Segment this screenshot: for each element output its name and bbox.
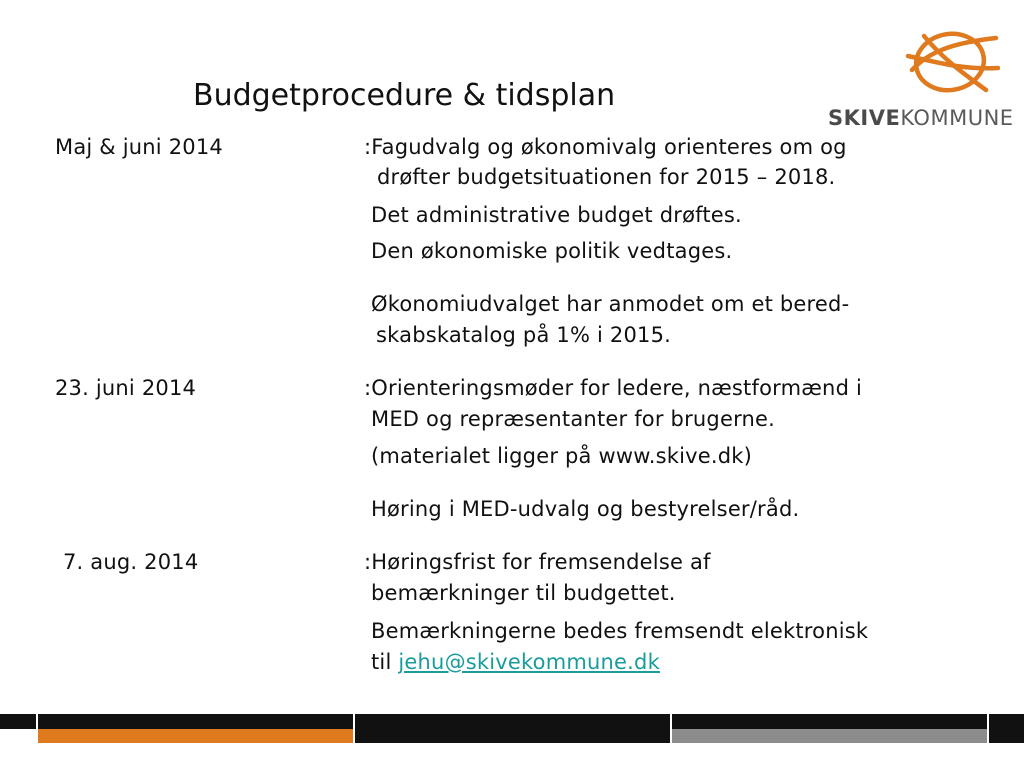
footer-divider xyxy=(36,714,38,743)
footer-segment-gray xyxy=(672,729,989,743)
footer-divider xyxy=(353,714,355,743)
logo-text-kommune: KOMMUNE xyxy=(900,106,1014,130)
section-text-line: bemærkninger til budgettet. xyxy=(371,581,676,605)
section-date: 23. juni 2014 xyxy=(55,376,197,400)
section-text-line: Bemærkningerne bedes fremsendt elektronisk xyxy=(371,619,869,643)
section-text-line: :Orienteringsmøder for ledere, næstformænd i xyxy=(364,376,863,400)
email-prefix: til xyxy=(371,650,399,674)
footer-divider xyxy=(987,714,989,743)
logo-text-skive: SKIVE xyxy=(828,106,901,130)
logo-text xyxy=(828,106,1014,130)
section-text-line: Økonomiudvalget har anmodet om et bered- xyxy=(371,292,850,316)
orange-circle-swirl-icon xyxy=(902,28,1000,100)
footer-divider xyxy=(670,714,672,743)
skive-kommune-logo xyxy=(828,28,1014,132)
section-text-line: skabskatalog på 1% i 2015. xyxy=(376,323,672,347)
email-link[interactable]: jehu@skivekommune.dk xyxy=(398,650,660,674)
section-date: Maj & juni 2014 xyxy=(55,135,223,159)
slide-title: Budgetprocedure & tidsplan xyxy=(193,78,616,113)
footer-segment-orange xyxy=(38,729,355,743)
section-text-line xyxy=(371,647,660,677)
section-text-line: Den økonomiske politik vedtages. xyxy=(371,239,733,263)
section-text-line: (materialet ligger på www.skive.dk) xyxy=(371,444,753,468)
section-text-line: Det administrative budget drøftes. xyxy=(371,203,742,227)
footer-segment-end xyxy=(989,729,1024,743)
footer-top-stripe xyxy=(0,714,1024,729)
footer-bar xyxy=(0,714,1024,744)
section-text-line: drøfter budgetsituationen for 2015 – 2018. xyxy=(377,165,836,189)
footer-segment-black xyxy=(355,729,672,743)
section-date: 7. aug. 2014 xyxy=(63,550,199,574)
section-text-line: Høring i MED-udvalg og bestyrelser/råd. xyxy=(371,497,800,521)
section-text-line: MED og repræsentanter for brugerne. xyxy=(371,407,776,431)
section-text-line: :Fagudvalg og økonomivalg orienteres om og xyxy=(364,135,847,159)
section-text-line: :Høringsfrist for fremsendelse af xyxy=(364,550,711,574)
